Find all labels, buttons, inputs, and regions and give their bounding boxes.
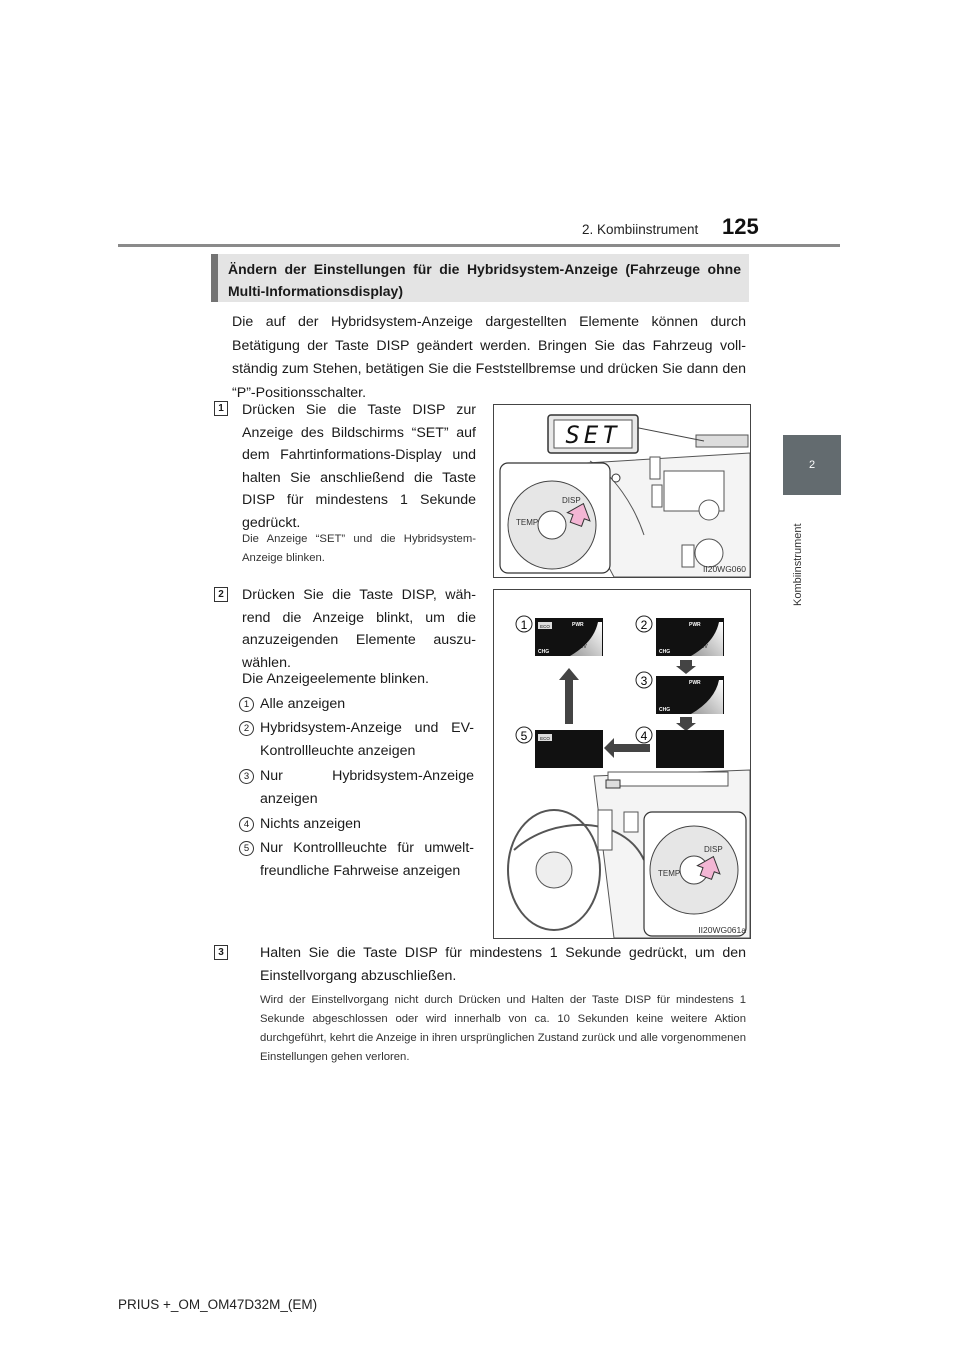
step-1-note: Die Anzeige “SET” und die Hybridsystem-Anzeige blinken.	[242, 533, 476, 564]
screen-number-1: 1	[520, 618, 528, 632]
screen1-chg: CHG	[538, 649, 550, 655]
intro-paragraph: Die auf der Hybridsystem-Anzeige dargestellten Elemente können durch Betätigung der Taste DISP geändert werden. Bringen Sie das Fahrzeug voll-ständig zum Stehen, betätigen Sie die Feststellbremse und drücken Sie dann den “P”-Positionsschalter.	[232, 314, 746, 401]
option-1-number: 1	[239, 697, 254, 712]
chapter-tab: 2	[783, 435, 841, 495]
screen2-chg: CHG	[659, 649, 671, 655]
step-1-text: Drücken Sie die Taste DISP zur Anzeige des Bildschirms “SET” auf dem Fahrtinformations-Display und halten Sie anschließend die Taste DISP für mindestens 1 Sekunde gedrückt.	[242, 402, 476, 531]
screen-number-5: 5	[520, 729, 528, 743]
option-5-number: 5	[239, 841, 254, 856]
screen3-chg: CHG	[659, 707, 671, 713]
screen-number-3: 3	[640, 674, 648, 688]
set-display-text: SET	[565, 421, 621, 449]
temp-label-1: TEMP	[516, 518, 539, 527]
screen2-pwr: PWR	[689, 622, 701, 628]
option-1-label: Alle anzeigen	[260, 696, 346, 712]
figure-2-id: II20WG061a	[698, 925, 746, 935]
step-3-badge: 3	[214, 945, 228, 960]
option-4-label: Nichts anzeigen	[260, 816, 361, 832]
option-2-number: 2	[239, 721, 254, 736]
option-2-label: Hybridsystem-Anzeige und EV-Kontrollleuchte anzeigen	[260, 720, 474, 759]
screen1-ev: EV	[580, 644, 587, 650]
section-heading: Ändern der Einstellungen für die Hybridsystem-Anzeige (Fahrzeuge ohne Multi-Informationsdisplay)	[211, 254, 749, 302]
figure-set-display	[493, 404, 751, 578]
screen3-pwr: PWR	[689, 680, 701, 686]
chapter-title: 2. Kombiinstrument	[582, 222, 699, 237]
screen5-eco: ECO	[540, 736, 550, 741]
page-number: 125	[722, 214, 759, 239]
step-2-text: Drücken Sie die Taste DISP, wäh-rend die Anzeige blinkt, um die anzuzeigenden Elemente auszu-wählen.	[242, 587, 476, 671]
dashboard-illustration-1	[494, 405, 750, 577]
header-rule	[118, 244, 840, 247]
step-1-badge: 1	[214, 401, 228, 416]
disp-label-1: DISP	[562, 496, 581, 505]
option-3-number: 3	[239, 769, 254, 784]
chapter-tab-label-wrap	[786, 500, 814, 610]
option-4-number: 4	[239, 817, 254, 832]
figure-display-cycle	[493, 589, 751, 939]
document-code: PRIUS +_OM_OM47D32M_(EM)	[118, 1297, 318, 1312]
step-2-badge: 2	[214, 587, 228, 602]
screen1-pwr: PWR	[572, 622, 584, 628]
option-3-label: Nur Hybridsystem-Anzeige anzeigen	[260, 768, 474, 807]
screen2-ev: EV	[701, 644, 708, 650]
step-3-note: Wird der Einstellvorgang nicht durch Drücken und Halten der Taste DISP für mindestens 1 Sekunde abgeschlossen oder wird innerhalb von ca. 10 Sekunden keine weitere Aktion durchgeführt, kehrt die Anzeige in ihren ursprünglichen Zustand zurück und alle vorgenommenen Einstellungen gehen verloren.	[260, 994, 746, 1063]
figure-1-id: II20WG060	[703, 564, 746, 574]
step-3-text: Halten Sie die Taste DISP für mindestens 1 Sekunde gedrückt, um den Einstellvorgang abzuschließen.	[260, 945, 746, 984]
option-5-label: Nur Kontrollleuchte für umwelt-freundliche Fahrweise anzeigen	[260, 840, 474, 879]
screen-number-4: 4	[640, 729, 648, 743]
display-cycle-illustration	[494, 590, 750, 938]
chapter-tab-label: Kombiinstrument	[792, 523, 804, 606]
temp-label-2: TEMP	[658, 869, 681, 878]
screen-number-2: 2	[640, 618, 648, 632]
step-2-text-2: Die Anzeigeelemente blinken.	[242, 671, 429, 687]
disp-label-2: DISP	[704, 845, 723, 854]
screen1-eco: ECO	[540, 624, 550, 629]
